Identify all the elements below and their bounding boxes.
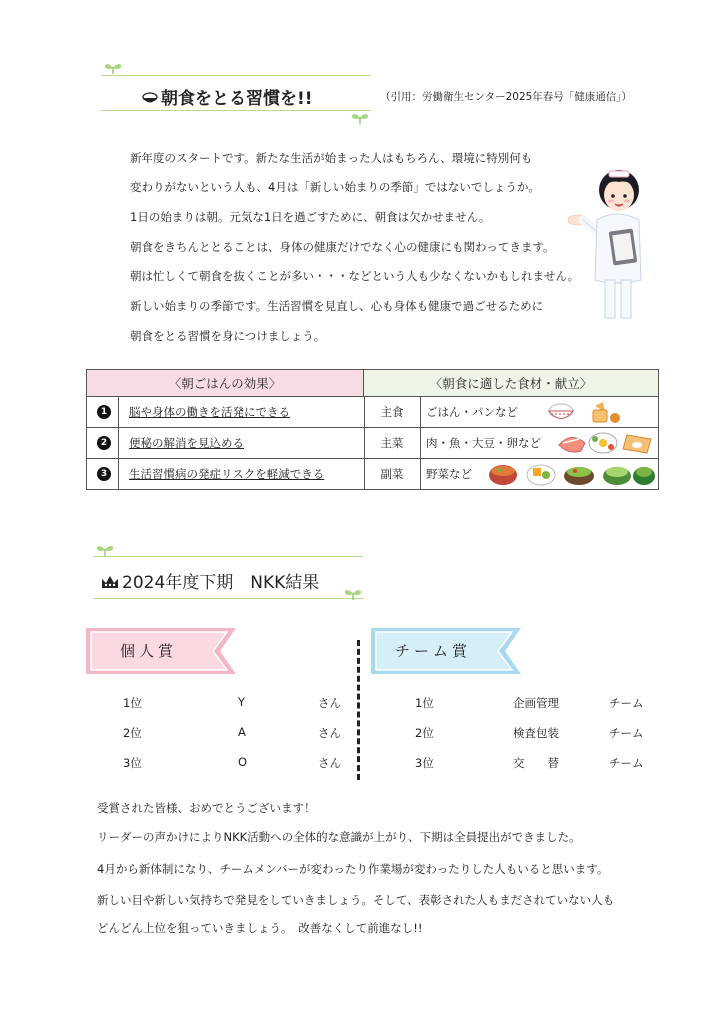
sprout-icon xyxy=(93,544,117,556)
paragraph-line: 新年度のスタートです。新たな生活が始まった人はもちろん、環境に特別何も xyxy=(130,151,533,165)
divider xyxy=(118,459,119,490)
nurse-illustration xyxy=(567,160,667,325)
divider xyxy=(364,428,365,458)
sprout-icon xyxy=(341,588,365,600)
sprout-icon xyxy=(101,62,125,74)
paragraph-line: 1日の始まりは朝。元気な1日を過ごすために、朝食は欠かせません。 xyxy=(130,210,491,224)
header-rule-top xyxy=(93,556,363,557)
divider xyxy=(364,397,365,427)
table-row xyxy=(87,428,658,459)
food-illustration xyxy=(557,429,655,457)
number-badge: 1 xyxy=(97,405,111,419)
individual-rank: 2位 xyxy=(123,726,142,740)
paragraph-line: 朝食をきちんととることは、身体の健康だけでなく心の健康にも関わってきます。 xyxy=(130,240,555,254)
team-award-label: チーム賞 xyxy=(395,642,472,660)
effect-text: 便秘の解消を見込める xyxy=(129,436,244,450)
individual-suffix: さん xyxy=(318,756,341,770)
individual-suffix: さん xyxy=(318,726,341,740)
closing-line: どんどん上位を狙っていきましょう。 改善なくして前進なし!! xyxy=(97,921,423,935)
closing-line: 4月から新体制になり、チームメンバーが変わったり作業場が変わったりした人もいると思います。 xyxy=(97,862,609,876)
divider xyxy=(364,459,365,490)
closing-line: 受賞された皆様、おめでとうございます！ xyxy=(97,801,316,815)
food-illustration xyxy=(487,460,657,488)
effect-text: 生活習慣病の発症リスクを軽減できる xyxy=(129,467,325,481)
paragraph-line: 朝食をとる習慣を身につけましょう。 xyxy=(130,329,326,343)
divider xyxy=(118,428,119,458)
header-rule-bottom xyxy=(101,110,371,111)
team-name: 検査包装 xyxy=(513,726,559,740)
individual-rank: 3位 xyxy=(123,756,142,770)
team-name: 交 替 xyxy=(513,756,559,770)
food-examples: 肉・魚・大豆・卵など xyxy=(426,436,541,450)
citation: （引用：労働衛生センター2025年春号「健康通信」） xyxy=(380,91,633,103)
paragraph-line: 朝は忙しくて朝食を抜くことが多い・・・などという人も少なくないかもしれません。 xyxy=(130,269,580,283)
divider xyxy=(420,459,421,490)
number-badge: 3 xyxy=(97,467,111,481)
individual-name: Y xyxy=(238,695,246,709)
paragraph-line: 変わりがないという人も、4月は「新しい始まりの季節」ではないでしょうか。 xyxy=(130,180,540,194)
column-divider xyxy=(357,640,360,780)
effect-text: 脳や身体の働きを活発にできる xyxy=(129,405,290,419)
paragraph-line: 新しい始まりの季節です。生活習慣を見直し、心も身体も健康で過ごせるために xyxy=(130,299,544,313)
divider xyxy=(420,397,421,427)
table-header-effects: 〈朝ごはんの効果〉 xyxy=(87,370,364,397)
food-examples: 野菜など xyxy=(426,467,472,481)
team-rank: 1位 xyxy=(415,696,434,710)
individual-suffix: さん xyxy=(318,696,341,710)
header-rule-top xyxy=(101,75,371,76)
team-suffix: チーム xyxy=(609,756,644,770)
section-title-nkk: 2024年度下期 NKK結果 xyxy=(101,568,319,593)
team-suffix: チーム xyxy=(609,696,644,710)
food-examples: ごはん・パンなど xyxy=(426,405,518,419)
breakfast-table xyxy=(86,369,659,490)
team-suffix: チーム xyxy=(609,726,644,740)
food-category: 主菜 xyxy=(380,436,404,450)
individual-name: A xyxy=(238,725,246,739)
team-rank: 3位 xyxy=(415,756,434,770)
closing-line: 新しい目や新しい気持ちで発見をしていきましょう。そして、表彰された人もまだされていない人も xyxy=(97,893,615,907)
table-row xyxy=(87,397,658,428)
rice-bowl-icon xyxy=(142,90,158,106)
table-header-foods: 〈朝食に適した食材・献立〉 xyxy=(364,370,658,397)
food-category: 主食 xyxy=(380,405,404,419)
team-name: 企画管理 xyxy=(513,696,559,710)
team-rank: 2位 xyxy=(415,726,434,740)
section-title-breakfast: 朝食をとる習慣を!! xyxy=(142,84,313,109)
individual-award-label: 個人賞 xyxy=(120,642,178,660)
divider xyxy=(420,428,421,458)
individual-name: O xyxy=(238,755,248,769)
closing-line: リーダーの声かけによりNKK活動への全体的な意識が上がり、下期は全員提出ができました。 xyxy=(97,830,581,844)
table-row xyxy=(87,459,658,490)
food-illustration xyxy=(547,398,627,426)
sprout-icon xyxy=(348,112,372,124)
crown-icon xyxy=(101,575,119,589)
individual-rank: 1位 xyxy=(123,696,142,710)
divider xyxy=(118,397,119,427)
header-rule-bottom xyxy=(93,598,363,599)
food-category: 副菜 xyxy=(380,467,404,481)
number-badge: 2 xyxy=(97,436,111,450)
